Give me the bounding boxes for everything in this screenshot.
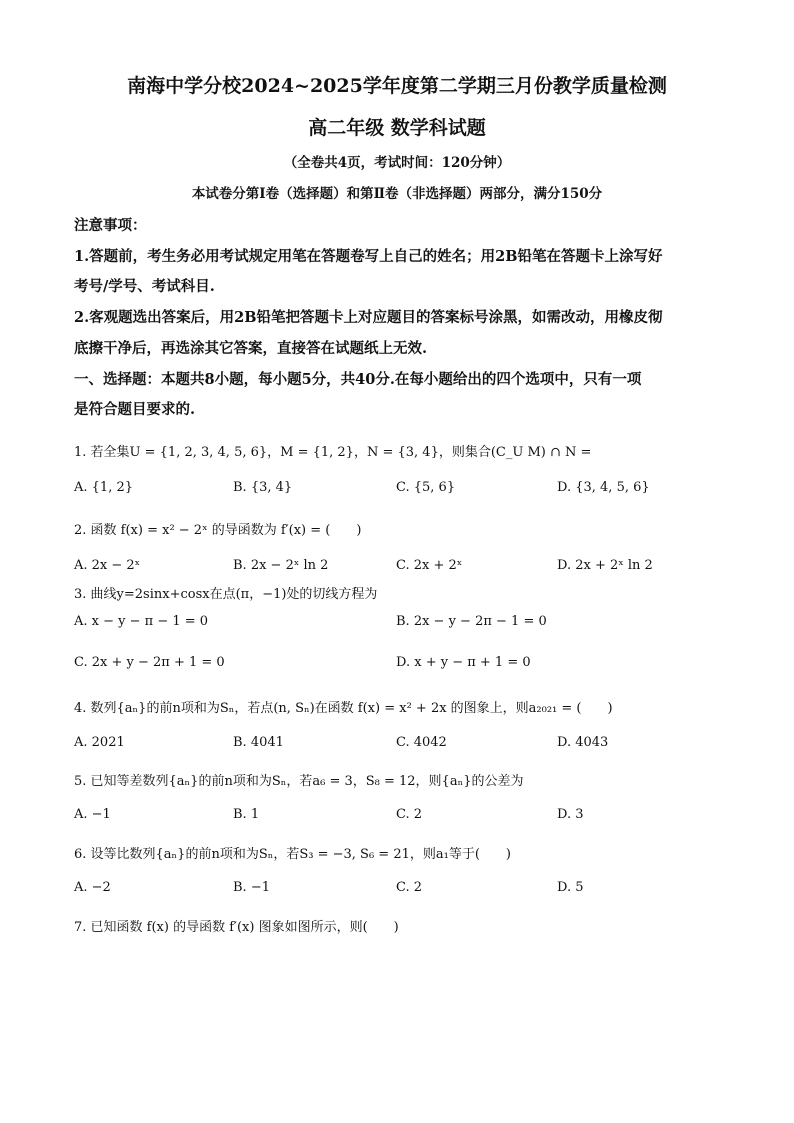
question-1-stem: 1. 若全集U = {1, 2, 3, 4, 5, 6}，M = {1, 2}，N = {3, 4}，则集合(C_U M) ∩ N =: [74, 445, 592, 460]
question-1-option-b: B. {3, 4}: [233, 480, 293, 495]
question-4-stem: 4. 数列{aₙ}的前n项和为Sₙ，若点(n, Sₙ)在函数 f(x) = x² + 2x 的图象上，则a₂₀₂₁ = ( ): [74, 701, 613, 716]
question-6-option-d: D. 5: [557, 880, 584, 895]
question-6-option-b: B. −1: [233, 880, 270, 895]
section-heading-line-2: 是符合题目要求的.: [74, 401, 196, 418]
note-2-line-2: 底擦干净后，再选涂其它答案，直接答在试题纸上无效.: [74, 340, 428, 357]
note-1-line-1: 1.答题前，考生务必用考试规定用笔在答题卷写上自己的姓名；用2B铅笔在答题卡上涂写好: [74, 248, 663, 265]
question-4-option-d: D. 4043: [557, 735, 609, 750]
question-4-option-c: C. 4042: [396, 735, 447, 750]
question-6-stem: 6. 设等比数列{aₙ}的前n项和为Sₙ，若S₃ = −3, S₆ = 21，则a₁等于( ): [74, 847, 511, 862]
question-1-option-c: C. {5, 6}: [396, 480, 456, 495]
exam-parts: 本试卷分第Ⅰ卷（选择题）和第Ⅱ卷（非选择题）两部分，满分150分: [191, 186, 603, 202]
section-heading-line-1: 一、选择题：本题共8小题，每小题5分，共40分.在每小题给出的四个选项中，只有一项: [74, 371, 642, 388]
question-3-option-c: C. 2x + y − 2π + 1 = 0: [74, 655, 225, 670]
question-1-option-d: D. {3, 4, 5, 6}: [557, 480, 650, 495]
question-2-option-d: D. 2x + 2ˣ ln 2: [557, 558, 653, 573]
question-5-stem: 5. 已知等差数列{aₙ}的前n项和为Sₙ，若a₆ = 3，S₈ = 12，则{aₙ}的公差为: [74, 774, 524, 789]
note-1-line-2: 考号/学号、考试科目.: [74, 278, 215, 295]
question-5-option-d: D. 3: [557, 807, 584, 822]
question-3-option-b: B. 2x − y − 2π − 1 = 0: [396, 614, 547, 629]
question-2-stem: 2. 函数 f(x) = x² − 2ˣ 的导函数为 f′(x) = ( ): [74, 523, 362, 538]
question-4-option-a: A. 2021: [74, 735, 125, 750]
question-4-option-b: B. 4041: [233, 735, 284, 750]
exam-subtitle: 高二年级 数学科试题: [308, 117, 486, 139]
notes-heading: 注意事项：: [74, 217, 147, 234]
question-5-option-a: A. −1: [74, 807, 111, 822]
question-2-option-c: C. 2x + 2ˣ: [396, 558, 463, 573]
question-7-stem: 7. 已知函数 f(x) 的导函数 f′(x) 图象如图所示，则( ): [74, 920, 399, 935]
exam-meta: （全卷共4页，考试时间：120分钟）: [283, 155, 511, 171]
question-5-option-c: C. 2: [396, 807, 423, 822]
question-3-option-a: A. x − y − π − 1 = 0: [74, 614, 209, 629]
question-1-option-a: A. {1, 2}: [74, 480, 134, 495]
question-3-stem: 3. 曲线y=2sinx+cosx在点(π，−1)处的切线方程为: [74, 587, 378, 602]
question-3-option-d: D. x + y − π + 1 = 0: [396, 655, 531, 670]
question-2-option-a: A. 2x − 2ˣ: [74, 558, 141, 573]
exam-title: 南海中学分校2024~2025学年度第二学期三月份教学质量检测: [127, 75, 667, 97]
question-5-option-b: B. 1: [233, 807, 260, 822]
question-2-option-b: B. 2x − 2ˣ ln 2: [233, 558, 329, 573]
note-2-line-1: 2.客观题选出答案后，用2B铅笔把答题卡上对应题目的答案标号涂黑，如需改动，用橡皮彻: [74, 309, 663, 326]
question-6-option-c: C. 2: [396, 880, 423, 895]
question-6-option-a: A. −2: [74, 880, 111, 895]
